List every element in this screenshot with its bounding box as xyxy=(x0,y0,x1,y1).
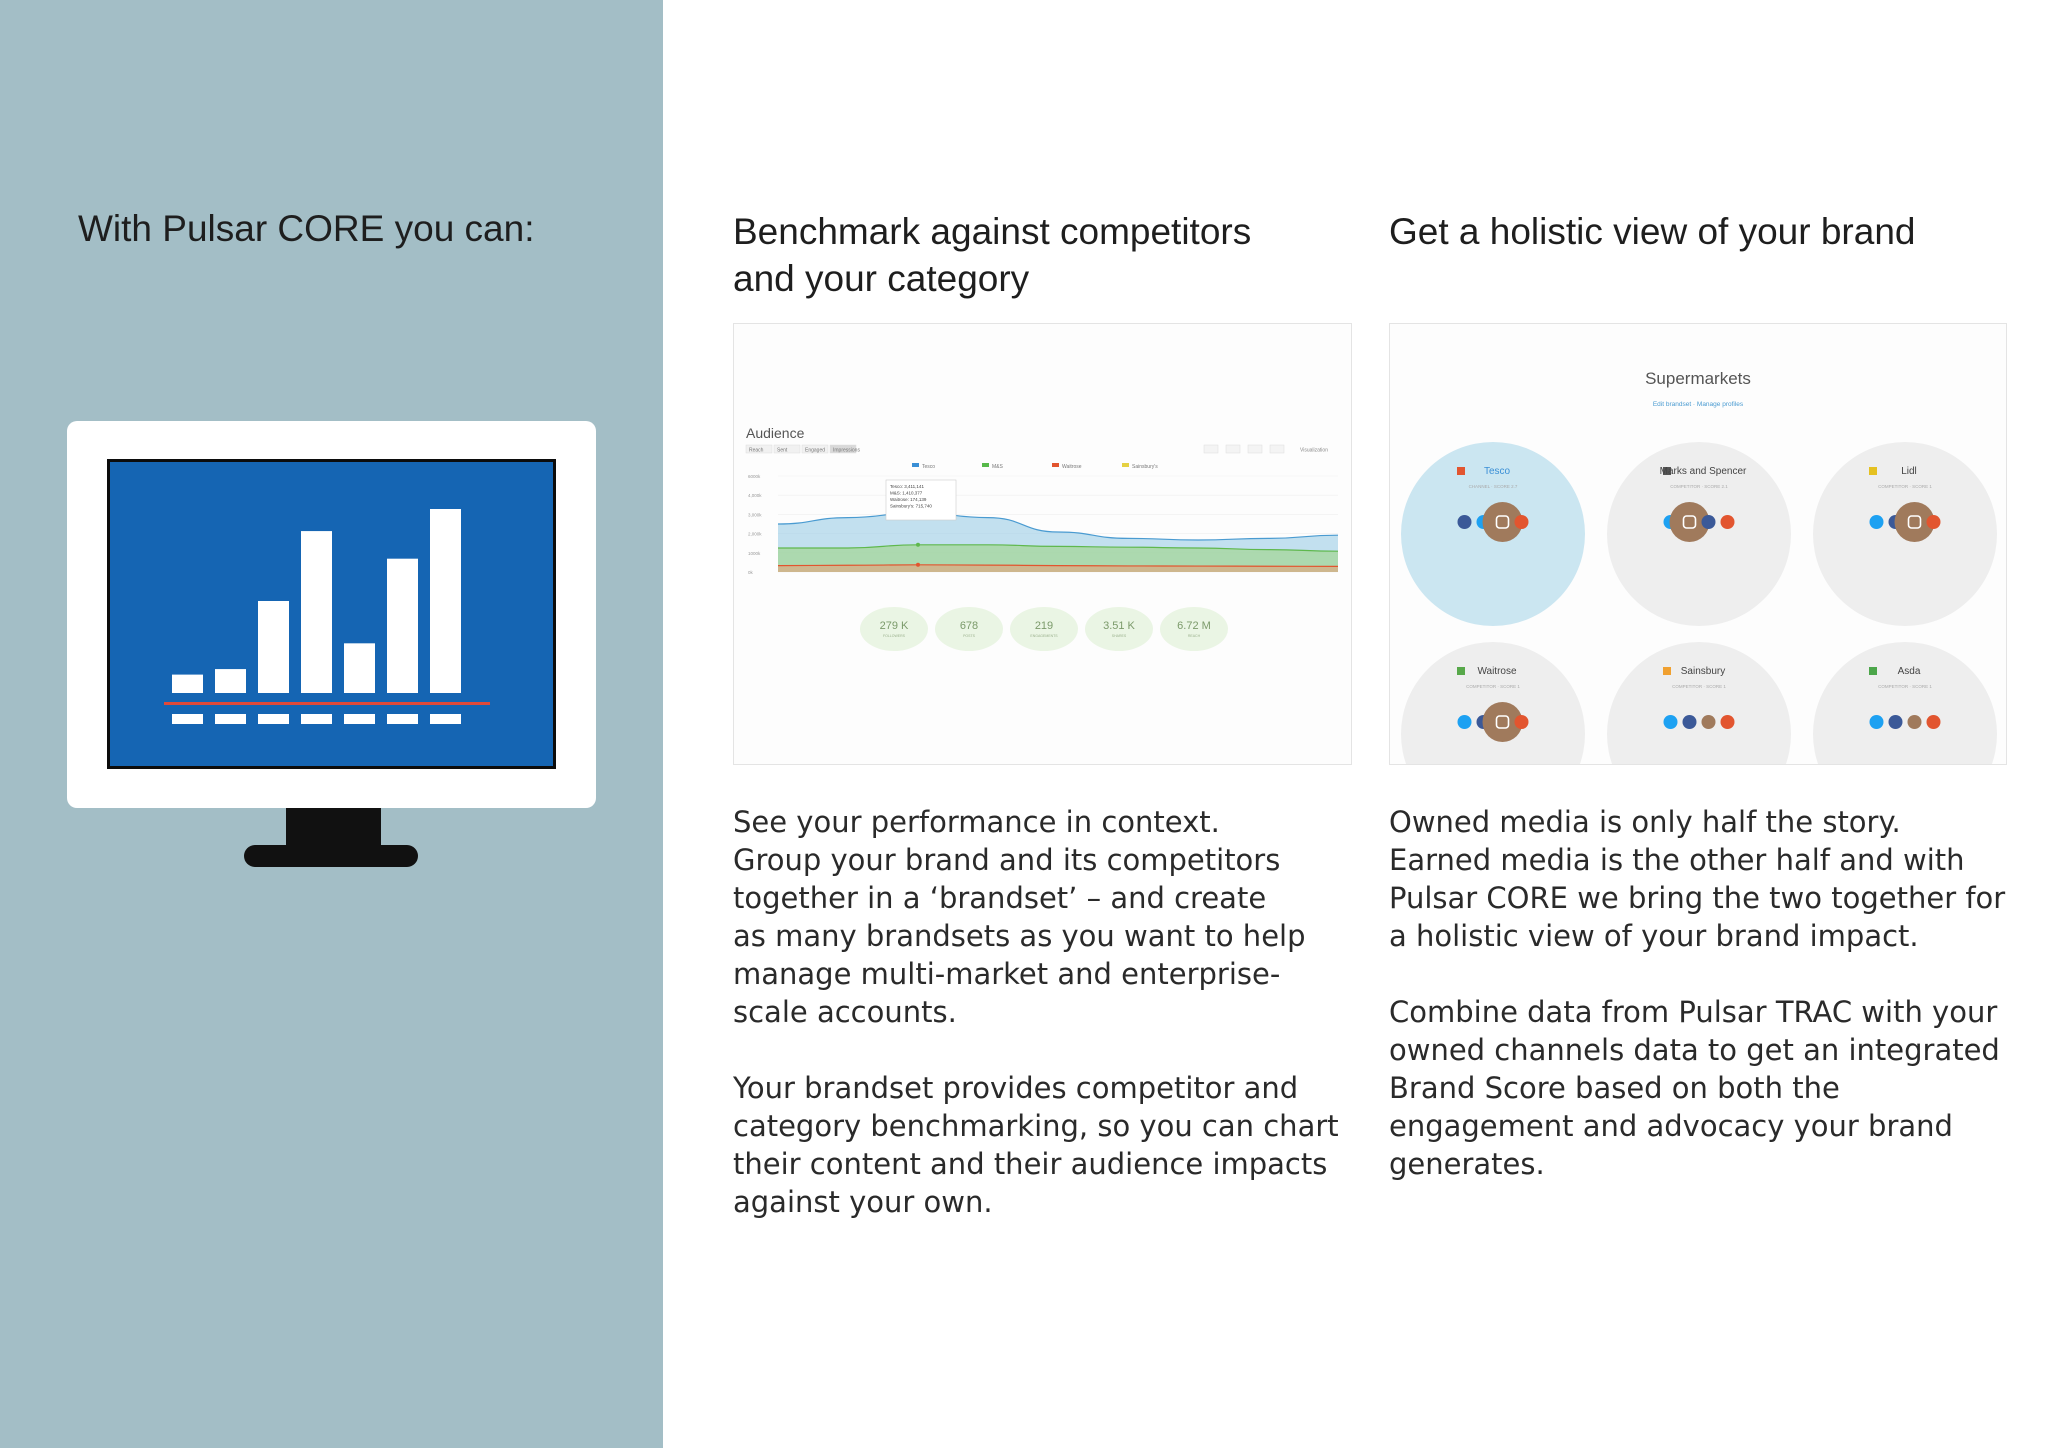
brand-score: COMPETITOR · SCORE 1 xyxy=(1878,684,1932,689)
brand-bubble xyxy=(1607,642,1791,764)
text-line: generates. xyxy=(1389,1147,1545,1181)
facebook-icon xyxy=(1458,515,1472,529)
stat-badge xyxy=(1160,607,1228,651)
brand-logo-icon xyxy=(1663,667,1671,675)
toolbar-control-icon xyxy=(1248,445,1262,453)
text-line: together in a ‘brandset’ – and create xyxy=(733,881,1267,915)
text-line: Pulsar CORE we bring the two together for xyxy=(1389,881,2006,915)
paragraph xyxy=(733,1069,1339,1221)
chart-bar xyxy=(258,601,289,693)
stat-label: FOLLOWERS xyxy=(883,634,905,638)
stat-label: REACH xyxy=(1187,634,1201,638)
supermarkets-title: Supermarkets xyxy=(1645,369,1751,388)
stat-label: SHARES xyxy=(1111,634,1127,638)
brand-name: Marks and Spencer xyxy=(1659,466,1747,477)
holistic-heading: Get a holistic view of your brand xyxy=(1389,211,1916,252)
toolbar-control-icon xyxy=(1270,445,1284,453)
bubble-circle xyxy=(1607,642,1791,764)
youtube-icon xyxy=(1927,515,1941,529)
brandset-links: Edit brandset · Manage profiles xyxy=(1652,401,1744,408)
tooltip-line: Waitrose: 174,139 xyxy=(890,497,927,502)
y-tick-label: 1000k xyxy=(748,550,761,556)
visualization-control: Visualization xyxy=(1300,447,1328,454)
y-tick-label: 6000k xyxy=(748,474,761,479)
youtube-icon xyxy=(1515,515,1529,529)
brand-name: Lidl xyxy=(1901,466,1917,477)
brand-name: Tesco xyxy=(1483,466,1511,477)
data-point xyxy=(916,543,920,547)
brand-bubble xyxy=(1607,442,1791,626)
text-line: a holistic view of your brand impact. xyxy=(1389,919,1919,953)
youtube-icon xyxy=(1515,715,1529,729)
tooltip-line: Sainsbury's: 715,740 xyxy=(890,503,932,509)
heading-line: and your category xyxy=(733,258,1030,299)
audience-screenshot xyxy=(733,323,1352,765)
text-line: Brand Score based on both the xyxy=(1389,1071,1840,1105)
brand-bubble xyxy=(1401,442,1585,626)
youtube-icon xyxy=(1721,715,1735,729)
text-line: manage multi-market and enterprise- xyxy=(733,957,1281,991)
legend-label: Waitrose xyxy=(1062,464,1082,470)
chart-bar xyxy=(430,509,461,693)
twitter-icon xyxy=(1870,515,1884,529)
text-line: category benchmarking, so you can chart xyxy=(733,1109,1339,1143)
facebook-icon xyxy=(1683,715,1697,729)
bubble-circle xyxy=(1813,642,1997,764)
toolbar-tab xyxy=(746,445,772,454)
holistic-body xyxy=(1389,803,2014,1221)
text-line: as many brandsets as you want to help xyxy=(733,919,1306,953)
text-line: engagement and advocacy your brand xyxy=(1389,1109,1953,1143)
stat-value: 6.72 M xyxy=(1177,620,1211,632)
tab-label: Engaged xyxy=(805,447,826,454)
brand-bubble xyxy=(1401,642,1585,764)
y-tick-label: 3,000k xyxy=(748,512,762,518)
text-line: against your own. xyxy=(733,1185,993,1219)
instagram-icon xyxy=(1702,715,1716,729)
chart-dash xyxy=(430,714,461,724)
youtube-icon xyxy=(1721,515,1735,529)
youtube-icon xyxy=(1927,715,1941,729)
toolbar-tab xyxy=(830,445,860,454)
y-tick-label: 2,000k xyxy=(748,531,762,537)
chart-bar xyxy=(344,643,375,693)
legend-swatch xyxy=(1052,463,1059,467)
brand-bubble xyxy=(1813,442,1997,626)
text-line: Earned media is the other half and with xyxy=(1389,843,1965,877)
stat-value: 678 xyxy=(959,620,979,632)
tab-label: Sent xyxy=(777,447,788,454)
brand-name: Asda xyxy=(1897,666,1921,677)
chart-dash xyxy=(172,714,203,724)
toolbar-tab xyxy=(802,445,828,454)
stat-badge xyxy=(860,607,928,651)
text-line: Group your brand and its competitors xyxy=(733,843,1281,877)
toolbar-control-icon xyxy=(1204,445,1218,453)
legend-swatch xyxy=(1122,463,1129,467)
brand-score: COMPETITOR · SCORE 2.1 xyxy=(1670,484,1728,489)
legend-swatch xyxy=(912,463,919,467)
brand-name: Sainsbury xyxy=(1680,666,1726,677)
chart-bar xyxy=(301,531,332,693)
chart-dash xyxy=(215,714,246,724)
benchmark-heading xyxy=(733,208,1333,302)
chart-dash xyxy=(344,714,375,724)
stat-value: 3.51 K xyxy=(1103,620,1135,632)
monitor-base xyxy=(244,845,418,867)
chart-dash xyxy=(387,714,418,724)
brand-logo-icon xyxy=(1869,467,1877,475)
tab-label: Impressions xyxy=(833,447,860,454)
text-line: owned channels data to get an integrated xyxy=(1389,1033,2000,1067)
sidebar-heading: With Pulsar CORE you can: xyxy=(78,208,535,249)
twitter-icon xyxy=(1458,715,1472,729)
stat-label: POSTS xyxy=(963,634,975,638)
legend-swatch xyxy=(982,463,989,467)
text-line: See your performance in context. xyxy=(733,805,1220,839)
text-line: Your brandset provides competitor and xyxy=(733,1071,1299,1105)
text-line: Combine data from Pulsar TRAC with your xyxy=(1389,995,1998,1029)
legend-label: Tesco xyxy=(922,464,936,470)
tab-label: Reach xyxy=(749,447,764,454)
stat-badge xyxy=(1085,607,1153,651)
stat-value: 279 K xyxy=(879,620,909,632)
brand-bubbles xyxy=(1390,324,2006,764)
brand-logo-icon xyxy=(1457,667,1465,675)
legend-label: Sainsbury's xyxy=(1132,464,1158,470)
chart-baseline xyxy=(164,702,490,705)
bar-chart-icon xyxy=(110,462,553,766)
brand-score: COMPETITOR · SCORE 1 xyxy=(1466,684,1520,689)
paragraph xyxy=(1389,993,2014,1183)
twitter-icon xyxy=(1870,715,1884,729)
paragraph xyxy=(733,803,1333,1031)
brand-score: COMPETITOR · SCORE 1 xyxy=(1878,484,1932,489)
chart-bar xyxy=(215,669,246,693)
instagram-icon xyxy=(1908,715,1922,729)
stat-value: 219 xyxy=(1034,620,1054,632)
tooltip-line: Tesco: 3,411,141 xyxy=(890,484,924,489)
paragraph xyxy=(1389,803,2014,955)
toolbar-control-icon xyxy=(1226,445,1240,453)
panel-title: Audience xyxy=(746,425,805,441)
benchmark-body xyxy=(733,803,1339,1259)
brand-logo-icon xyxy=(1457,467,1465,475)
stat-badge xyxy=(1010,607,1078,651)
supermarkets-screenshot xyxy=(1389,323,2007,765)
facebook-icon xyxy=(1702,515,1716,529)
legend-label: M&S xyxy=(992,464,1003,470)
y-tick-label: 0k xyxy=(748,570,753,575)
y-tick-label: 4,000k xyxy=(748,493,762,499)
tooltip xyxy=(886,480,956,520)
chart-dash xyxy=(301,714,332,724)
data-point xyxy=(916,563,920,567)
twitter-icon xyxy=(1664,715,1678,729)
bubble-circle xyxy=(1401,642,1585,764)
brand-bubble xyxy=(1813,642,1997,764)
heading-line: Benchmark against competitors xyxy=(733,211,1252,252)
text-line: their content and their audience impacts xyxy=(733,1147,1328,1181)
text-line: Owned media is only half the story. xyxy=(1389,805,1901,839)
chart-bar xyxy=(387,559,418,693)
brand-name: Waitrose xyxy=(1477,666,1517,677)
chart-dash xyxy=(258,714,289,724)
toolbar-tab xyxy=(774,445,800,454)
audience-chart xyxy=(734,324,1351,764)
facebook-icon xyxy=(1889,715,1903,729)
monitor-screen xyxy=(107,459,556,769)
monitor-stand xyxy=(286,808,381,850)
brand-score: CHANNEL · SCORE 2.7 xyxy=(1468,484,1518,489)
tooltip-line: M&S: 1,410,377 xyxy=(890,490,923,496)
chart-bar xyxy=(172,675,203,693)
brand-logo-icon xyxy=(1869,667,1877,675)
text-line: scale accounts. xyxy=(733,995,957,1029)
monitor-icon xyxy=(67,421,596,808)
stat-label: ENGAGEMENTS xyxy=(1030,634,1058,638)
stat-badge xyxy=(935,607,1003,651)
brand-score: COMPETITOR · SCORE 1 xyxy=(1672,684,1726,689)
